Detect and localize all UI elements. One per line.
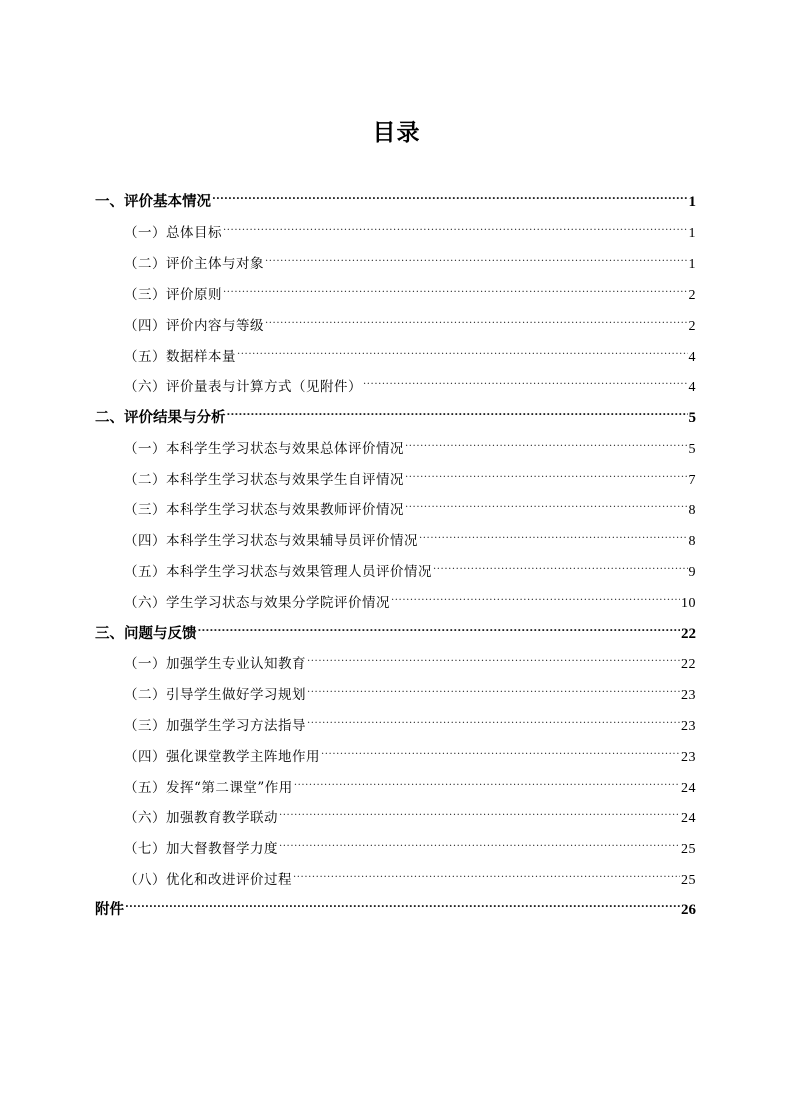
dot-leader	[212, 184, 688, 206]
toc-page-number: 4	[688, 380, 696, 395]
dot-leader	[307, 708, 680, 730]
toc-page-number: 4	[688, 350, 696, 365]
dot-leader	[307, 646, 680, 668]
toc-entry-title: （一）本科学生学习状态与效果总体评价情况	[124, 441, 404, 457]
toc-page-number: 23	[681, 750, 696, 765]
toc-entry-title: （二）引导学生做好学习规划	[124, 687, 306, 703]
toc-entry-title: 一、评价基本情况	[95, 194, 211, 210]
toc-entry-title: （一）加强学生专业认知教育	[124, 656, 306, 672]
toc-entry[interactable]	[124, 215, 696, 241]
toc-entry[interactable]	[124, 246, 696, 272]
toc-entry-title: （五）数据样本量	[124, 349, 236, 365]
toc-page-number: 23	[681, 719, 696, 734]
toc-entry[interactable]	[124, 739, 696, 765]
toc-entry-title: 附件	[95, 902, 124, 918]
dot-leader	[391, 585, 680, 607]
dot-leader	[265, 308, 688, 330]
toc-entry[interactable]	[124, 308, 696, 334]
dot-leader	[363, 369, 688, 391]
toc-entry-title: 二、评价结果与分析	[95, 410, 226, 426]
toc-page-number: 24	[681, 781, 696, 796]
toc-entry[interactable]	[124, 585, 696, 611]
toc-entry[interactable]	[95, 400, 696, 426]
toc-page-number: 24	[681, 811, 696, 826]
dot-leader	[419, 523, 688, 545]
dot-leader	[223, 215, 688, 237]
toc-page-number: 25	[681, 873, 696, 888]
toc-entry-title: （二）评价主体与对象	[124, 256, 264, 272]
toc-page-number: 5	[688, 442, 696, 457]
dot-leader	[227, 400, 688, 422]
toc-entry-title: （三）本科学生学习状态与效果教师评价情况	[124, 502, 404, 518]
toc-entry-title: （六）评价量表与计算方式（见附件）	[124, 379, 362, 395]
toc-page-number: 8	[688, 503, 696, 518]
toc-page-number: 5	[688, 410, 696, 426]
toc-entry-title: （四）本科学生学习状态与效果辅导员评价情况	[124, 533, 418, 549]
toc-entry[interactable]	[124, 369, 696, 395]
dot-leader	[405, 492, 688, 514]
toc-entry[interactable]	[124, 862, 696, 888]
toc-page-number: 23	[681, 688, 696, 703]
toc-page-number: 9	[688, 565, 696, 580]
toc-entry-title: （四）评价内容与等级	[124, 318, 264, 334]
dot-leader	[223, 277, 688, 299]
dot-leader	[405, 462, 688, 484]
toc-page-number: 22	[681, 626, 696, 642]
toc-page-number: 1	[688, 226, 696, 241]
toc-page-number: 26	[681, 902, 696, 918]
toc-entry[interactable]	[124, 708, 696, 734]
toc-entry-title: （二）本科学生学习状态与效果学生自评情况	[124, 472, 404, 488]
dot-leader	[293, 862, 680, 884]
toc-page-number: 1	[688, 194, 696, 210]
dot-leader	[198, 616, 681, 638]
dot-leader	[321, 739, 680, 761]
toc-entry[interactable]	[124, 431, 696, 457]
toc-entry-title: （六）加强教育教学联动	[124, 810, 278, 826]
toc-page-number: 1	[688, 257, 696, 272]
dot-leader	[265, 246, 688, 268]
dot-leader	[294, 770, 680, 792]
toc-entry[interactable]	[124, 277, 696, 303]
toc-entry[interactable]	[124, 523, 696, 549]
toc-entry[interactable]	[124, 770, 696, 796]
toc-entry[interactable]	[124, 831, 696, 857]
toc-entry[interactable]	[124, 462, 696, 488]
toc-entry[interactable]	[124, 492, 696, 518]
toc-page-number: 25	[681, 842, 696, 857]
dot-leader	[405, 431, 688, 453]
toc-entry[interactable]	[124, 800, 696, 826]
toc-entry[interactable]	[95, 616, 696, 642]
toc-entry-title: （三）加强学生学习方法指导	[124, 718, 306, 734]
toc-page-number: 10	[681, 596, 696, 611]
toc-entry-title: （六）学生学习状态与效果分学院评价情况	[124, 595, 390, 611]
toc-entry-title: （五）本科学生学习状态与效果管理人员评价情况	[124, 564, 432, 580]
toc-entry-title: （五）发挥“第二课堂”作用	[124, 780, 293, 796]
toc-entry-title: （八）优化和改进评价过程	[124, 872, 292, 888]
toc-entry[interactable]	[95, 184, 696, 210]
toc-entry-title: （三）评价原则	[124, 287, 222, 303]
toc-entry[interactable]	[124, 677, 696, 703]
toc-page-number: 22	[681, 657, 696, 672]
toc-entry[interactable]	[95, 892, 696, 918]
toc-page-number: 7	[688, 473, 696, 488]
toc-entry-title: （七）加大督教督学力度	[124, 841, 278, 857]
toc-entry-title: （四）强化课堂教学主阵地作用	[124, 749, 320, 765]
toc-page-number: 2	[688, 288, 696, 303]
toc-page-number: 2	[688, 319, 696, 334]
toc-entry-title: （一）总体目标	[124, 225, 222, 241]
toc-entry[interactable]	[124, 554, 696, 580]
toc-entry[interactable]	[124, 339, 696, 365]
toc-page-number: 8	[688, 534, 696, 549]
dot-leader	[307, 677, 680, 699]
dot-leader	[237, 339, 688, 361]
dot-leader	[279, 831, 680, 853]
dot-leader	[433, 554, 688, 576]
page-title: 目录	[372, 120, 421, 146]
dot-leader	[279, 800, 680, 822]
toc-entry[interactable]	[124, 646, 696, 672]
dot-leader	[125, 892, 680, 914]
toc-entry-title: 三、问题与反馈	[95, 626, 197, 642]
